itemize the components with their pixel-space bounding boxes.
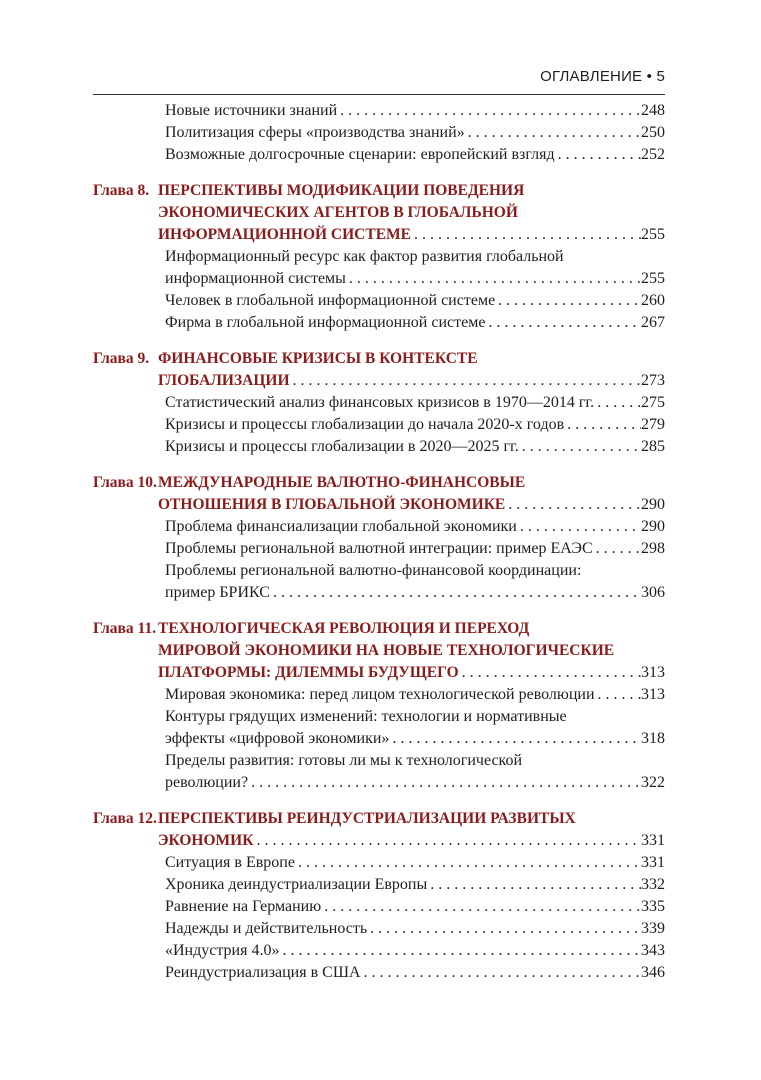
chapter-label: Глава 11. xyxy=(93,620,157,637)
toc-entry-line[interactable] xyxy=(93,560,665,582)
toc-entry[interactable] xyxy=(93,874,665,896)
chapter-title: ПЕРСПЕКТИВЫ РЕИНДУСТРИАЛИЗАЦИИ РАЗВИТЫХ xyxy=(158,810,576,827)
toc-entry[interactable] xyxy=(93,436,665,458)
chapter-heading-line[interactable] xyxy=(93,640,665,662)
chapter-title: ЭКОНОМИК xyxy=(158,832,254,849)
chapter-label: Глава 10. xyxy=(93,474,157,491)
page-number: 290 xyxy=(641,496,665,513)
toc-entry[interactable] xyxy=(93,582,665,604)
toc-entry[interactable] xyxy=(93,772,665,794)
entry-title: Статистический анализ финансовых кризисов в 1970—2014 гг. xyxy=(165,394,595,411)
entry-title: Пределы развития: готовы ли мы к технологической xyxy=(165,752,523,769)
page-number: 343 xyxy=(641,942,665,959)
chapter-block xyxy=(93,334,665,458)
entry-title: эффекты «цифровой экономики» xyxy=(165,730,390,747)
chapter-spacer xyxy=(93,458,665,472)
leader-dots xyxy=(248,772,641,794)
page-number: 318 xyxy=(641,730,665,747)
page-number: 332 xyxy=(641,876,665,893)
leader-dots xyxy=(279,940,641,962)
entry-title: Реиндустриализация в США xyxy=(165,964,361,981)
chapter-heading-line[interactable] xyxy=(93,180,665,202)
toc-entry[interactable] xyxy=(93,896,665,918)
entry-title: Фирма в глобальной информационной системе xyxy=(165,314,486,331)
entry-title: Мировая экономика: перед лицом технологической революции xyxy=(165,686,595,703)
entry-title: Надежды и действительность xyxy=(165,920,368,937)
toc-entry[interactable] xyxy=(93,414,665,436)
leader-dots xyxy=(485,312,641,334)
page-number: 250 xyxy=(641,124,665,141)
entry-title: информационной системы xyxy=(165,270,346,287)
chapter-block xyxy=(93,458,665,604)
leader-dots xyxy=(295,852,641,874)
table-of-contents xyxy=(93,100,665,984)
page-number: 248 xyxy=(641,102,665,119)
chapter-heading-line[interactable] xyxy=(93,348,665,370)
leader-dots xyxy=(595,684,641,706)
page-number: 255 xyxy=(641,270,665,287)
entry-title: Проблемы региональной валютно-финансовой координации: xyxy=(165,562,582,579)
chapter-spacer xyxy=(93,166,665,180)
entry-title: Политизация сферы «производства знаний» xyxy=(165,124,465,141)
entry-title: Кризисы и процессы глобализации до начала 2020-х годов xyxy=(165,416,565,433)
chapter-label: Глава 9. xyxy=(93,350,150,367)
chapter-title: ФИНАНСОВЫЕ КРИЗИСЫ В КОНТЕКСТЕ xyxy=(158,350,478,367)
chapter-heading-line-last[interactable] xyxy=(93,370,665,392)
toc-entry[interactable] xyxy=(93,268,665,290)
chapter-heading-line[interactable] xyxy=(93,808,665,830)
leader-dots xyxy=(346,268,641,290)
leader-dots xyxy=(337,100,641,122)
chapter-heading-line[interactable] xyxy=(93,202,665,224)
chapter-title: ИНФОРМАЦИОННОЙ СИСТЕМЕ xyxy=(158,226,412,243)
leader-dots xyxy=(459,662,641,684)
page-number: 279 xyxy=(641,416,665,433)
entry-title: Информационный ресурс как фактор развития глобальной xyxy=(165,248,564,265)
header-rule xyxy=(93,94,665,95)
chapter-heading-line-last[interactable] xyxy=(93,830,665,852)
entry-title: Хроника деиндустриализации Европы xyxy=(165,876,428,893)
chapter-label: Глава 12. xyxy=(93,810,157,827)
toc-entry[interactable] xyxy=(93,962,665,984)
chapter-block xyxy=(93,166,665,334)
page-number: 298 xyxy=(641,540,665,557)
toc-entry[interactable] xyxy=(93,852,665,874)
leader-dots xyxy=(411,224,641,246)
toc-entry[interactable] xyxy=(93,940,665,962)
leader-dots xyxy=(361,962,641,984)
toc-entry[interactable] xyxy=(93,728,665,750)
toc-entry-line[interactable] xyxy=(93,246,665,268)
toc-entry[interactable] xyxy=(93,684,665,706)
toc-entry[interactable] xyxy=(93,516,665,538)
page-number: 322 xyxy=(641,774,665,791)
page-number: 290 xyxy=(641,518,665,535)
leader-dots xyxy=(427,874,641,896)
entry-title: «Индустрия 4.0» xyxy=(165,942,280,959)
chapter-title: ПЛАТФОРМЫ: ДИЛЕММЫ БУДУЩЕГО xyxy=(158,664,459,681)
toc-entry[interactable] xyxy=(93,392,665,414)
page-number: 331 xyxy=(641,832,665,849)
page-number: 252 xyxy=(641,146,665,163)
leader-dots xyxy=(253,830,641,852)
chapter-title: МЕЖДУНАРОДНЫЕ ВАЛЮТНО-ФИНАНСОВЫЕ xyxy=(158,474,526,491)
entry-title: Кризисы и процессы глобализации в 2020—2025 гг. xyxy=(165,438,519,455)
entry-title: Равнение на Германию xyxy=(165,898,322,915)
toc-entry[interactable] xyxy=(93,144,665,166)
leader-dots xyxy=(290,370,641,392)
chapter-title: ЭКОНОМИЧЕСКИХ АГЕНТОВ В ГЛОБАЛЬНОЙ xyxy=(158,204,518,221)
chapter-heading-line-last[interactable] xyxy=(93,494,665,516)
page-number: 313 xyxy=(641,664,665,681)
chapter-spacer xyxy=(93,334,665,348)
leader-dots xyxy=(555,144,641,166)
chapter-spacer xyxy=(93,794,665,808)
page-number: 335 xyxy=(641,898,665,915)
toc-entry[interactable] xyxy=(93,312,665,334)
chapter-title: МИРОВОЙ ЭКОНОМИКИ НА НОВЫЕ ТЕХНОЛОГИЧЕСКИЕ xyxy=(158,642,615,659)
page-number: 260 xyxy=(641,292,665,309)
page-number: 313 xyxy=(641,686,665,703)
page-number: 255 xyxy=(641,226,665,243)
page-number: 275 xyxy=(641,394,665,411)
pre-sections xyxy=(93,100,665,166)
chapter-label: Глава 8. xyxy=(93,182,150,199)
chapter-title: ТЕХНОЛОГИЧЕСКАЯ РЕВОЛЮЦИЯ И ПЕРЕХОД xyxy=(158,620,530,637)
page-number: 267 xyxy=(641,314,665,331)
leader-dots xyxy=(564,414,641,436)
leader-dots xyxy=(517,516,641,538)
page-number: 273 xyxy=(641,372,665,389)
page-number: 285 xyxy=(641,438,665,455)
leader-dots xyxy=(321,896,641,918)
chapter-title: ОТНОШЕНИЯ В ГЛОБАЛЬНОЙ ЭКОНОМИКЕ xyxy=(158,496,506,513)
leader-dots xyxy=(270,582,641,604)
page-number: 346 xyxy=(641,964,665,981)
chapter-heading-line-last[interactable] xyxy=(93,662,665,684)
entry-title: Ситуация в Европе xyxy=(165,854,295,871)
toc-entry-line[interactable] xyxy=(93,706,665,728)
page-number: 306 xyxy=(641,584,665,601)
chapter-block xyxy=(93,794,665,984)
leader-dots xyxy=(594,392,641,414)
chapter-heading-line-last[interactable] xyxy=(93,224,665,246)
entry-title: Проблема финансиализации глобальной экономики xyxy=(165,518,517,535)
entry-title: Возможные долгосрочные сценарии: европейский взгляд xyxy=(165,146,555,163)
entry-title: революции? xyxy=(165,774,249,791)
chapter-heading-line[interactable] xyxy=(93,618,665,640)
leader-dots xyxy=(389,728,641,750)
chapter-title: ПЕРСПЕКТИВЫ МОДИФИКАЦИИ ПОВЕДЕНИЯ xyxy=(158,182,525,199)
toc-entry-line[interactable] xyxy=(93,750,665,772)
chapter-block xyxy=(93,604,665,794)
entry-title: Человек в глобальной информационной системе xyxy=(165,292,496,309)
page-number: 339 xyxy=(641,920,665,937)
toc-entry[interactable] xyxy=(93,100,665,122)
leader-dots xyxy=(465,122,641,144)
leader-dots xyxy=(495,290,641,312)
leader-dots xyxy=(593,538,641,560)
leader-dots xyxy=(367,918,641,940)
chapter-heading-line[interactable] xyxy=(93,472,665,494)
toc-entry[interactable] xyxy=(93,290,665,312)
chapter-spacer xyxy=(93,604,665,618)
entry-title: Контуры грядущих изменений: технологии и нормативные xyxy=(165,708,567,725)
chapter-title: ГЛОБАЛИЗАЦИИ xyxy=(158,372,290,389)
toc-entry[interactable] xyxy=(93,122,665,144)
chapter-list xyxy=(93,166,665,984)
entry-title: Проблемы региональной валютной интеграции: пример ЕАЭС xyxy=(165,540,593,557)
toc-entry[interactable] xyxy=(93,538,665,560)
running-head: ОГЛАВЛЕНИЕ • 5 xyxy=(540,68,665,85)
leader-dots xyxy=(505,494,641,516)
leader-dots xyxy=(519,436,641,458)
entry-title: пример БРИКС xyxy=(165,584,270,601)
entry-title: Новые источники знаний xyxy=(165,102,338,119)
toc-entry[interactable] xyxy=(93,918,665,940)
page-number: 331 xyxy=(641,854,665,871)
